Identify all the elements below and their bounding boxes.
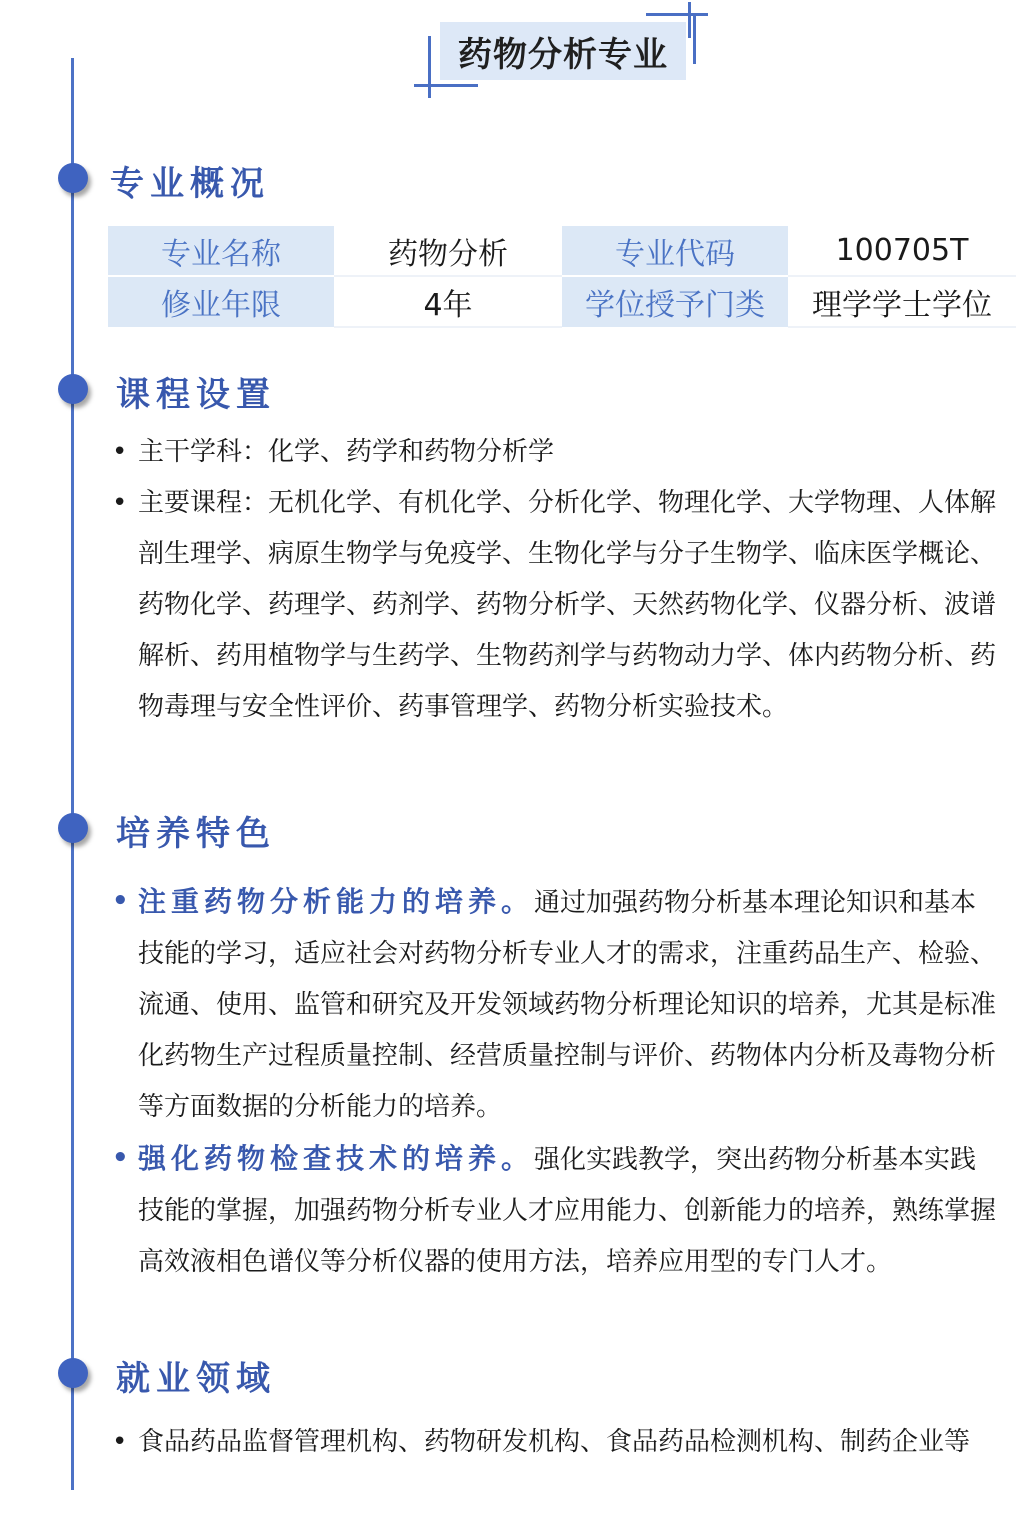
major-code-label: 专业代码 bbox=[562, 226, 788, 276]
feature-2-title: 强化药物检查技术的培养。 bbox=[138, 1142, 535, 1175]
degree-category-label: 学位授予门类 bbox=[562, 276, 788, 327]
timeline-line bbox=[71, 58, 74, 1490]
courses-list bbox=[112, 427, 1000, 733]
title-deco-line-top bbox=[646, 13, 708, 16]
career-list bbox=[112, 1417, 972, 1468]
major-name-value: 药物分析 bbox=[334, 226, 562, 276]
feature-1-text: 通过加强药物分析基本理论知识和基本技能的学习，适应社会对药物分析专业人才的需求，注重药品生产、检验、流通、使用、监管和研究及开发领域药物分析理论知识的培养，尤其是标准化药物生产过程质量控制、经营质量控制与评价、药物体内分析及毒物分析等方面数据的分析能力的培养。 bbox=[138, 888, 997, 1122]
section-dot-career bbox=[58, 1358, 88, 1388]
section-title-overview: 专业概况 bbox=[110, 164, 270, 204]
section-title-courses: 课程设置 bbox=[116, 375, 276, 415]
title-deco-line-bottom bbox=[414, 84, 478, 87]
feature-1-title: 注重药物分析能力的培养。 bbox=[138, 885, 535, 918]
list-item-main-discipline: • 主干学科：化学、药学和药物分析学 bbox=[112, 427, 1000, 478]
major-name-label: 专业名称 bbox=[108, 226, 334, 276]
list-item-main-courses: • 主要课程：无机化学、有机化学、分析化学、物理化学、大学物理、人体解剖生理学、病原生物学与免疫学、生物化学与分子生物学、临床医学概论、药物化学、药理学、药剂学、药物分析学、天然药物化学、仪器分析、波谱解析、药用植物学与生药学、生物药剂学与药物动力学、体内药物分析、药物毒理与安全性评价、药事管理学、药物分析实验技术。 bbox=[112, 478, 1000, 733]
study-years-value: 4年 bbox=[334, 276, 562, 327]
list-item-feature-1 bbox=[112, 876, 1000, 1133]
info-table bbox=[108, 226, 1016, 328]
table-row bbox=[108, 276, 1016, 327]
title-deco-line-top-vertical bbox=[688, 2, 691, 38]
section-dot-features bbox=[58, 813, 88, 843]
list-item-feature-2 bbox=[112, 1133, 1000, 1288]
section-title-career: 就业领域 bbox=[116, 1359, 276, 1399]
title-deco-line-left bbox=[428, 36, 431, 98]
feature-2-text: 强化实践教学，突出药物分析基本实践技能的掌握，加强药物分析专业人才应用能力、创新能力的培养，熟练掌握高效液相色谱仪等分析仪器的使用方法，培养应用型的专门人才。 bbox=[138, 1145, 997, 1277]
page-title: 药物分析专业 bbox=[440, 22, 686, 80]
degree-category-value: 理学学士学位 bbox=[788, 276, 1016, 327]
section-dot-courses bbox=[58, 374, 88, 404]
section-title-features: 培养特色 bbox=[116, 814, 276, 854]
features-list bbox=[112, 876, 1000, 1288]
list-item-career: • 食品药品监督管理机构、药物研发机构、食品药品检测机构、制药企业等 bbox=[112, 1417, 972, 1468]
title-deco-line-right bbox=[693, 14, 696, 64]
table-row bbox=[108, 226, 1016, 276]
major-code-value: 100705T bbox=[788, 226, 1016, 276]
study-years-label: 修业年限 bbox=[108, 276, 334, 327]
section-dot-overview bbox=[58, 163, 88, 193]
